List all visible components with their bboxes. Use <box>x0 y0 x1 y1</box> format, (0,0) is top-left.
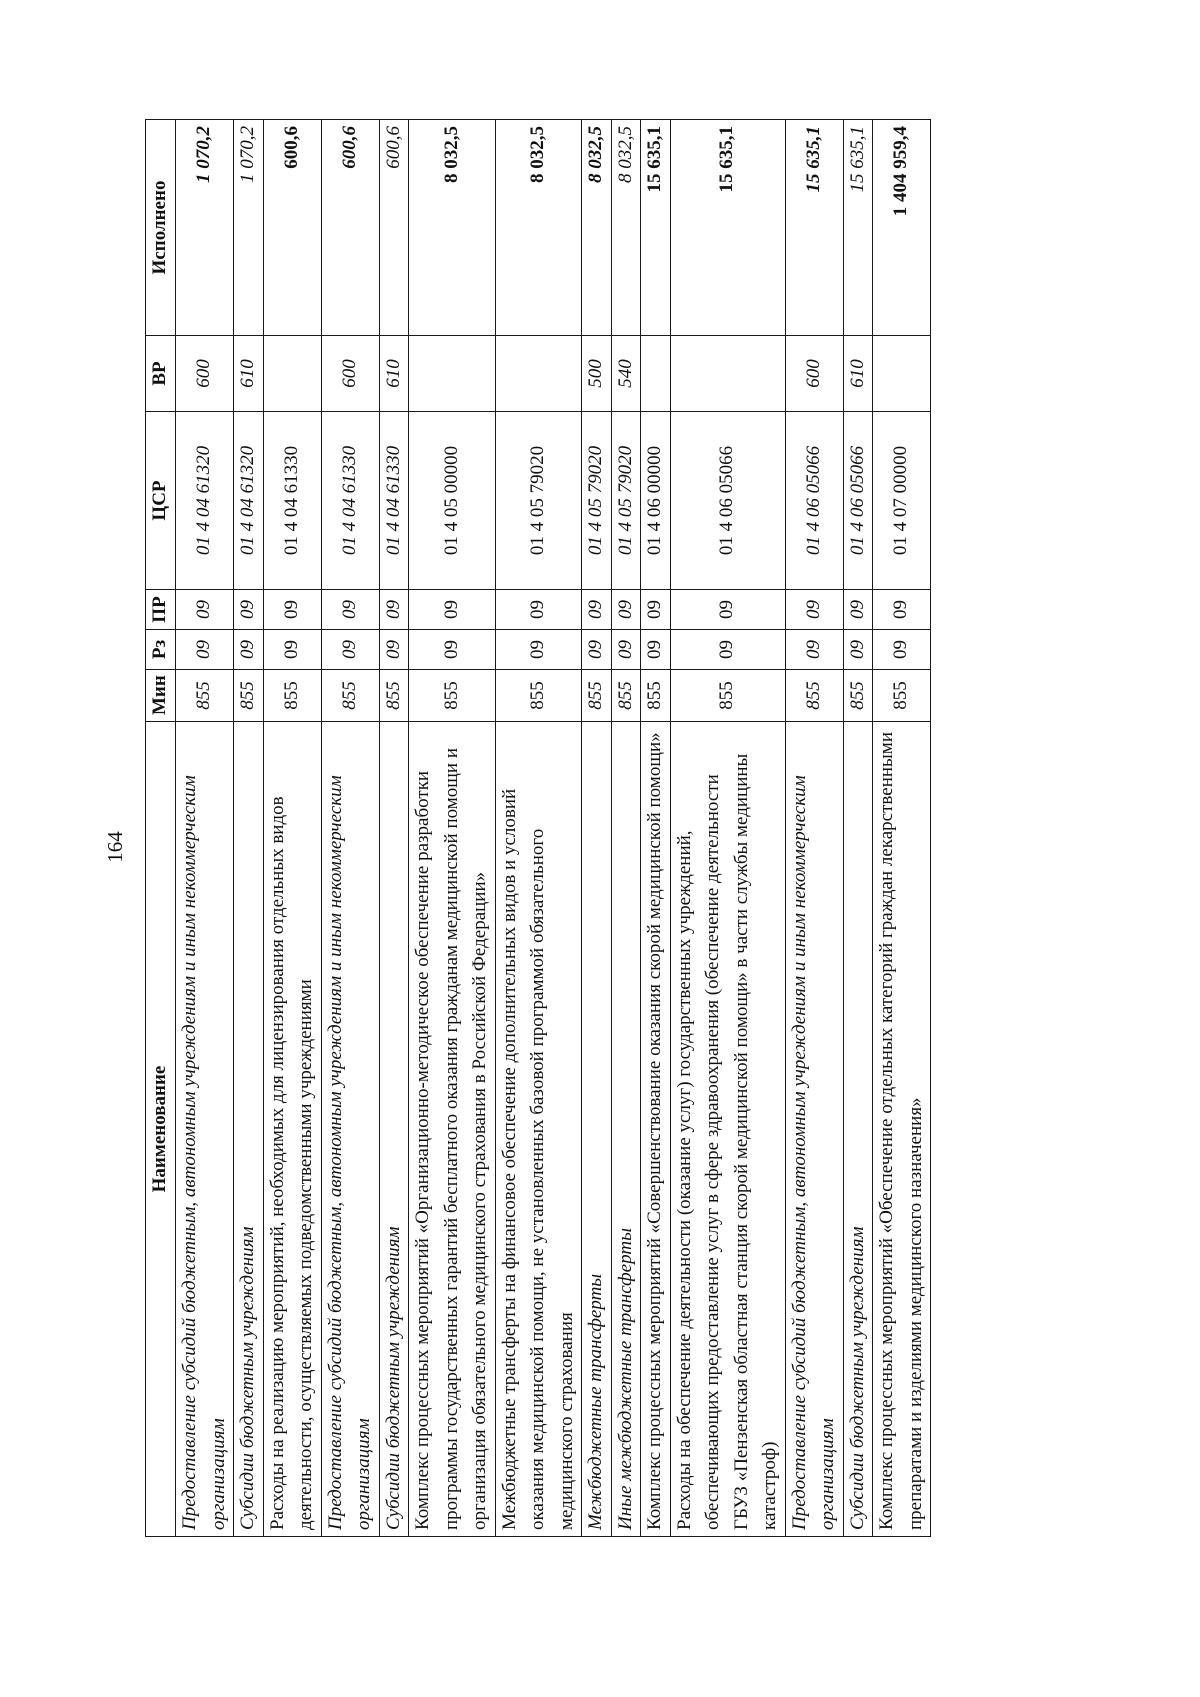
cell-sum: 1 070,2 <box>234 120 264 336</box>
cell-pr: 09 <box>670 590 785 630</box>
cell-pr: 09 <box>176 590 234 630</box>
table-row <box>670 120 785 1537</box>
header-name: Наименование <box>146 722 176 1537</box>
cell-pr: 09 <box>495 590 582 630</box>
cell-sum: 1 070,2 <box>176 120 234 336</box>
cell-vr <box>641 336 671 412</box>
cell-sum: 15 635,1 <box>843 120 873 336</box>
cell-sum: 15 635,1 <box>641 120 671 336</box>
cell-pr: 09 <box>379 590 409 630</box>
cell-csr: 01 4 04 61330 <box>321 412 379 590</box>
cell-rz: 09 <box>263 630 321 670</box>
cell-vr: 540 <box>611 336 641 412</box>
cell-vr: 600 <box>785 336 843 412</box>
cell-rz: 09 <box>611 630 641 670</box>
cell-name: Межбюджетные трансферты на финансовое обеспечение дополнительных видов и условий оказания медицинской помощи, не установленных базовой программой обязательного медицинского страхования <box>495 722 582 1537</box>
cell-min: 855 <box>843 670 873 722</box>
table-row <box>379 120 409 1537</box>
header-sum: Исполнено <box>146 120 176 336</box>
cell-vr: 600 <box>321 336 379 412</box>
cell-vr: 600 <box>176 336 234 412</box>
cell-name: Комплекс процессных мероприятий «Совершенствование оказания скорой медицинской помощи» <box>641 722 671 1537</box>
header-csr: ЦСР <box>146 412 176 590</box>
cell-csr: 01 4 05 79020 <box>582 412 612 590</box>
cell-vr <box>495 336 582 412</box>
cell-name: Предоставление субсидий бюджетным, автономным учреждениям и иным некоммерческим организациям <box>321 722 379 1537</box>
cell-csr: 01 4 07 00000 <box>873 412 931 590</box>
cell-rz: 09 <box>670 630 785 670</box>
cell-min: 855 <box>582 670 612 722</box>
cell-pr: 09 <box>611 590 641 630</box>
cell-csr: 01 4 05 79020 <box>495 412 582 590</box>
cell-sum: 8 032,5 <box>495 120 582 336</box>
cell-pr: 09 <box>263 590 321 630</box>
cell-rz: 09 <box>582 630 612 670</box>
cell-sum: 15 635,1 <box>785 120 843 336</box>
document-page <box>100 97 1100 1597</box>
cell-name: Предоставление субсидий бюджетным, автономным учреждениям и иным некоммерческим организациям <box>785 722 843 1537</box>
cell-min: 855 <box>321 670 379 722</box>
cell-min: 855 <box>873 670 931 722</box>
cell-name: Субсидии бюджетным учреждениям <box>379 722 409 1537</box>
cell-pr: 09 <box>409 590 496 630</box>
cell-sum: 8 032,5 <box>611 120 641 336</box>
header-min: Мин <box>146 670 176 722</box>
cell-vr <box>873 336 931 412</box>
cell-pr: 09 <box>785 590 843 630</box>
cell-vr <box>263 336 321 412</box>
cell-csr: 01 4 04 61320 <box>234 412 264 590</box>
cell-sum: 15 635,1 <box>670 120 785 336</box>
cell-name: Расходы на реализацию мероприятий, необходимых для лицензирования отдельных видов деятельности, осуществляемых подведомственными учреждениями <box>263 722 321 1537</box>
cell-rz: 09 <box>379 630 409 670</box>
cell-name: Предоставление субсидий бюджетным, автономным учреждениям и иным некоммерческим организациям <box>176 722 234 1537</box>
cell-csr: 01 4 06 05066 <box>843 412 873 590</box>
cell-pr: 09 <box>641 590 671 630</box>
table-row <box>873 120 931 1537</box>
cell-csr: 01 4 04 61320 <box>176 412 234 590</box>
cell-pr: 09 <box>843 590 873 630</box>
cell-rz: 09 <box>409 630 496 670</box>
table-header-row <box>146 120 176 1537</box>
cell-vr <box>670 336 785 412</box>
table-row <box>785 120 843 1537</box>
cell-name: Субсидии бюджетным учреждениям <box>234 722 264 1537</box>
cell-name: Субсидии бюджетным учреждениям <box>843 722 873 1537</box>
cell-rz: 09 <box>785 630 843 670</box>
cell-vr: 610 <box>379 336 409 412</box>
cell-rz: 09 <box>843 630 873 670</box>
cell-pr: 09 <box>873 590 931 630</box>
cell-min: 855 <box>495 670 582 722</box>
header-vr: ВР <box>146 336 176 412</box>
cell-sum: 1 404 959,4 <box>873 120 931 336</box>
cell-min: 855 <box>263 670 321 722</box>
cell-min: 855 <box>785 670 843 722</box>
cell-sum: 600,6 <box>321 120 379 336</box>
table-row <box>321 120 379 1537</box>
header-rz: Рз <box>146 630 176 670</box>
cell-name: Расходы на обеспечение деятельности (оказание услуг) государственных учреждений, обеспечивающих предоставление услуг в сфере здравоохранения (обеспечение деятельности ГБУЗ «Пензенская областная станция скорой медицинской помощи» в части службы медицины катастроф) <box>670 722 785 1537</box>
cell-name: Межбюджетные трансферты <box>582 722 612 1537</box>
cell-min: 855 <box>670 670 785 722</box>
header-pr: ПР <box>146 590 176 630</box>
cell-rz: 09 <box>641 630 671 670</box>
cell-name: Комплекс процессных мероприятий «Обеспечение отдельных категорий граждан лекарственными препаратами и изделиями медицинского назначения» <box>873 722 931 1537</box>
cell-vr: 610 <box>843 336 873 412</box>
cell-sum: 600,6 <box>379 120 409 336</box>
cell-csr: 01 4 05 00000 <box>409 412 496 590</box>
table-row <box>176 120 234 1537</box>
cell-name: Комплекс процессных мероприятий «Организационно-методическое обеспечение разработки программы государственных гарантий бесплатного оказания гражданам медицинской помощи и организация обязательного медицинского страхования в Российской Федерации» <box>409 722 496 1537</box>
cell-csr: 01 4 06 05066 <box>785 412 843 590</box>
cell-min: 855 <box>611 670 641 722</box>
cell-min: 855 <box>409 670 496 722</box>
table-row <box>843 120 873 1537</box>
table-row <box>641 120 671 1537</box>
cell-rz: 09 <box>234 630 264 670</box>
table-body <box>176 120 931 1537</box>
cell-sum: 8 032,5 <box>409 120 496 336</box>
table-row <box>611 120 641 1537</box>
table-row <box>263 120 321 1537</box>
cell-sum: 600,6 <box>263 120 321 336</box>
cell-rz: 09 <box>176 630 234 670</box>
cell-pr: 09 <box>582 590 612 630</box>
table-row <box>234 120 264 1537</box>
cell-rz: 09 <box>495 630 582 670</box>
cell-vr: 500 <box>582 336 612 412</box>
budget-table <box>145 119 931 1537</box>
table-row <box>495 120 582 1537</box>
cell-csr: 01 4 05 79020 <box>611 412 641 590</box>
cell-rz: 09 <box>873 630 931 670</box>
cell-csr: 01 4 04 61330 <box>379 412 409 590</box>
cell-pr: 09 <box>321 590 379 630</box>
table-row <box>582 120 612 1537</box>
cell-rz: 09 <box>321 630 379 670</box>
cell-vr: 610 <box>234 336 264 412</box>
cell-min: 855 <box>176 670 234 722</box>
cell-csr: 01 4 06 05066 <box>670 412 785 590</box>
cell-csr: 01 4 06 00000 <box>641 412 671 590</box>
cell-sum: 8 032,5 <box>582 120 612 336</box>
cell-csr: 01 4 04 61330 <box>263 412 321 590</box>
cell-min: 855 <box>379 670 409 722</box>
cell-min: 855 <box>641 670 671 722</box>
cell-min: 855 <box>234 670 264 722</box>
cell-vr <box>409 336 496 412</box>
cell-pr: 09 <box>234 590 264 630</box>
table-row <box>409 120 496 1537</box>
page-number: 164 <box>103 831 127 863</box>
cell-name: Иные межбюджетные трансферты <box>611 722 641 1537</box>
